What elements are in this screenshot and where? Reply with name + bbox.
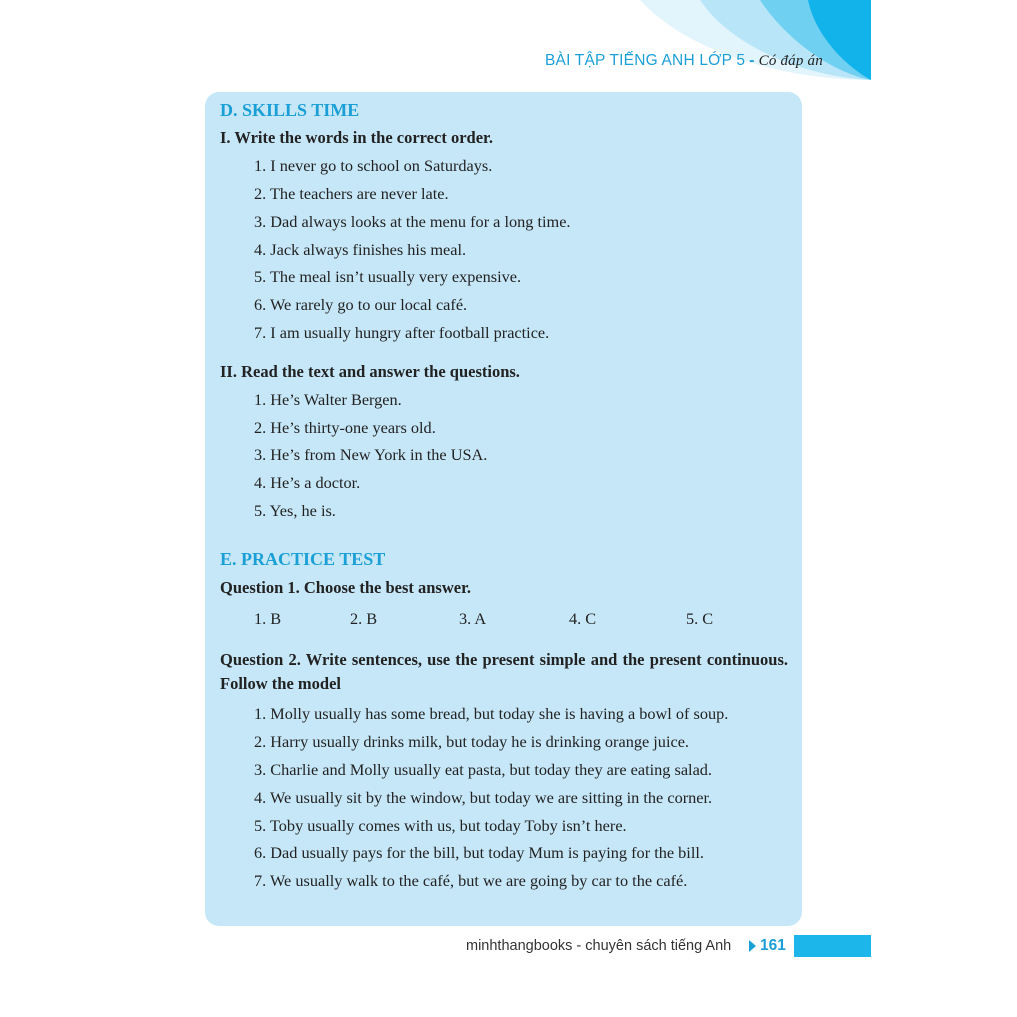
part1-item: 1. I never go to school on Saturdays. <box>254 156 493 175</box>
part1-item: 3. Dad always looks at the menu for a long time. <box>254 212 571 231</box>
footer-publisher-text: minhthangbooks - chuyên sách tiếng Anh <box>466 938 732 954</box>
question2-item: 2. Harry usually drinks milk, but today he is drinking orange juice. <box>254 732 689 751</box>
book-title <box>545 52 823 70</box>
question2-item: 3. Charlie and Molly usually eat pasta, but today they are eating salad. <box>254 760 713 779</box>
part1-item: 7. I am usually hungry after football practice. <box>254 323 550 342</box>
question1-answer: 3. A <box>459 609 487 628</box>
part1-item: 5. The meal isn’t usually very expensive. <box>254 267 522 286</box>
page-number: 161 <box>760 937 786 954</box>
question2-item: 7. We usually walk to the café, but we are going by car to the café. <box>254 871 688 890</box>
question1-answer: 2. B <box>350 609 378 628</box>
question1-answer: 1. B <box>254 609 282 628</box>
section-e-title: E. PRACTICE TEST <box>220 549 386 569</box>
question1-answer: 4. C <box>569 609 597 628</box>
book-subtitle: Có đáp án <box>758 53 823 69</box>
part2-heading: II. Read the text and answer the questions. <box>220 362 520 381</box>
question2-item: 5. Toby usually comes with us, but today Toby isn’t here. <box>254 816 627 835</box>
question2-item: 4. We usually sit by the window, but today we are sitting in the corner. <box>254 788 713 807</box>
part1-item: 4. Jack always finishes his meal. <box>254 240 467 259</box>
section-d-title: D. SKILLS TIME <box>220 100 360 120</box>
part1-heading: I. Write the words in the correct order. <box>220 128 493 147</box>
part2-item: 1. He’s Walter Bergen. <box>254 390 402 409</box>
question1-answer: 5. C <box>686 609 714 628</box>
question2-item: 6. Dad usually pays for the bill, but today Mum is paying for the bill. <box>254 843 704 862</box>
question2-heading: Question 2. Write sentences, use the present simple and the present continuous. Follow the model <box>220 650 788 693</box>
part2-item: 3. He’s from New York in the USA. <box>254 445 488 464</box>
title-separator: - <box>749 52 755 69</box>
part2-item: 5. Yes, he is. <box>254 501 336 520</box>
part2-item: 2. He’s thirty-one years old. <box>254 418 436 437</box>
footer-color-bar <box>794 935 871 957</box>
part1-item: 2. The teachers are never late. <box>254 184 449 203</box>
question1-heading: Question 1. Choose the best answer. <box>220 578 472 597</box>
triangle-marker-icon <box>749 940 756 952</box>
part1-item: 6. We rarely go to our local café. <box>254 295 468 314</box>
book-title-text: BÀI TẬP TIẾNG ANH LỚP 5 <box>545 52 746 69</box>
part2-item: 4. He’s a doctor. <box>254 473 361 492</box>
question2-item: 1. Molly usually has some bread, but today she is having a bowl of soup. <box>254 704 729 723</box>
